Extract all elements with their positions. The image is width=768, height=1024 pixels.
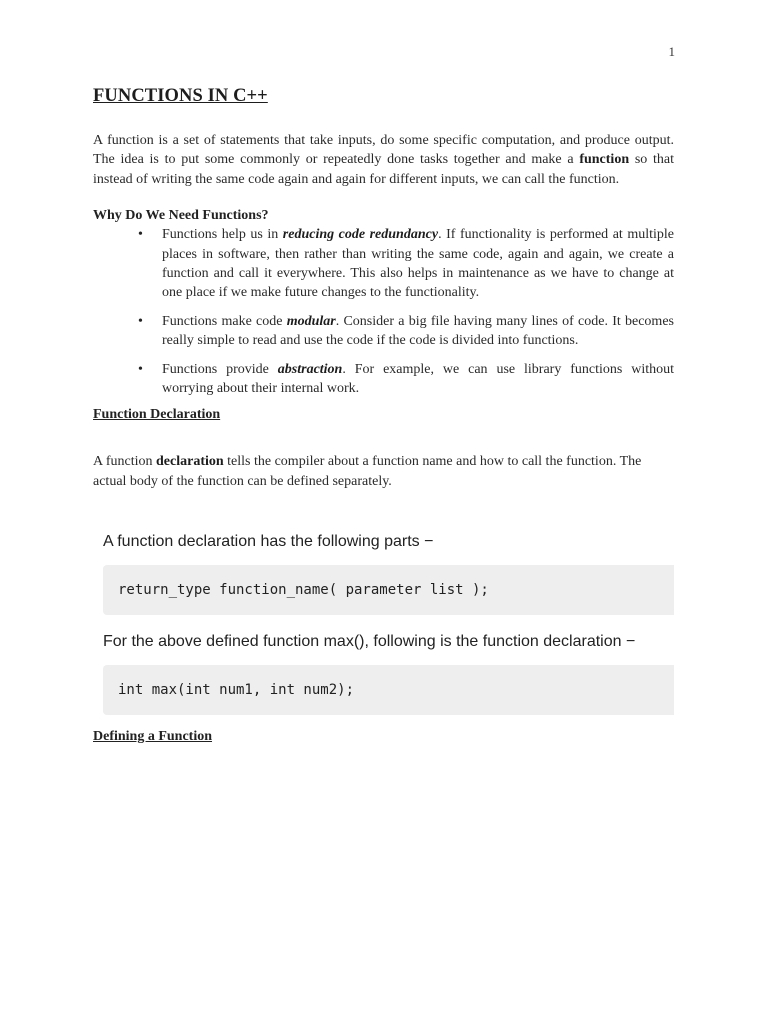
page-title: FUNCTIONS IN C++ [93,86,268,106]
intro-text-pre: A function is a set of statements that take inputs, do some specific computation, and produce output. The idea is to put some commonly or repeatedly done tasks together and make a [93,133,674,168]
bullet-text-pre: Functions help us in [162,227,283,243]
declaration-paragraph [93,452,674,491]
declaration-text-pre: A function [93,454,156,470]
benefits-list [93,225,674,398]
list-item [138,225,674,303]
defining-heading: Defining a Function [93,729,213,745]
bullet-text-post: . If functionality is performed at multiple places in software, then rather than writing the same code, again and again, we create a function and call it everywhere. This also helps in maintenance as we have to change at one place if we make future changes to the functionality. [162,227,674,301]
bullet-emphasis: reducing code redundancy [282,227,439,243]
page-number: 1 [668,44,675,59]
bullet-icon: • [138,227,143,243]
bullet-text [162,360,674,399]
intro-paragraph [93,131,674,189]
why-heading: Why Do We Need Functions? [93,208,269,224]
bullet-text-pre: Functions provide [162,361,278,377]
intro-bold-term: function [579,152,630,168]
bullet-emphasis: abstraction [277,361,343,377]
bullet-icon: • [138,313,143,329]
declaration-text-post: tells the compiler about a function name and how to call the function. The actual body of the function can be defined separately. [93,454,642,489]
bullet-text [162,225,674,303]
declaration-heading: Function Declaration [93,407,221,423]
list-item [138,360,674,399]
bullet-text-post: . For example, we can use library functions without worrying about their internal work. [162,361,674,397]
document-body [93,86,674,745]
intro-text-post: so that instead of writing the same code again and again for different inputs, we can call the function. [93,152,675,187]
code-block-example: int max(int num1, int num2); [103,665,674,715]
bullet-text-pre: Functions make code [162,313,287,329]
bullet-text [162,312,674,351]
code-block-syntax: return_type function_name( parameter list ); [103,565,674,615]
declaration-bold-term: declaration [156,454,224,470]
bullet-icon: • [138,361,143,377]
list-item [138,312,674,351]
bullet-text-post: . Consider a big file having many lines of code. It becomes really simple to read and use the code if the code is divided into functions. [162,313,674,349]
example-heading: For the above defined function max(), following is the function declaration − [103,633,636,651]
parts-heading: A function declaration has the following parts − [103,533,434,551]
bullet-emphasis: modular [286,313,336,329]
